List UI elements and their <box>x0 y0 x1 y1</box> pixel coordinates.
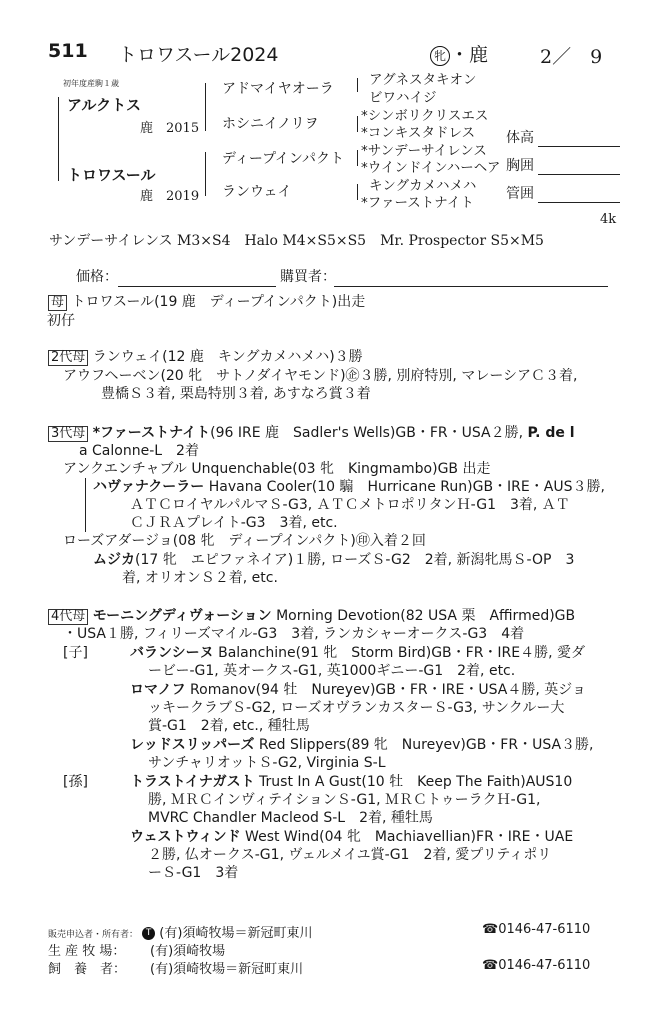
second-dam-tag: 2代母 <box>48 350 88 366</box>
grandchild-2-line-2: ２勝, 仏オークス-G1, ヴェルメイユ賞-G1 2着, 愛プリティポリ <box>148 847 552 863</box>
grandchild-tag: [孫] <box>63 774 88 790</box>
price-label: 価格： <box>76 269 118 285</box>
child-2-line-3: 賞-G1 2着, etc., 種牡馬 <box>148 718 310 734</box>
pedigree-line <box>357 150 358 166</box>
third-dam-line-4 <box>93 479 605 496</box>
fourth-dam-line-2: ・USA１勝, フィリーズマイル-G3 3着, ランカシャーオークス-G3 4着 <box>63 626 525 642</box>
code-4k: 4k <box>600 212 617 227</box>
sex-color <box>430 40 488 67</box>
dam-line-2: 初仔 <box>47 313 75 329</box>
horse-title: トロワスール2024 <box>118 44 279 66</box>
sire-name: アルクトス <box>67 96 141 114</box>
red-slippers-name: レッドスリッパーズ <box>130 737 255 753</box>
dam-text: トロワスール(19 鹿 ディープインパクト)出走 <box>71 294 366 310</box>
raiser-name: (有)須崎牧場＝新冠町東川 <box>150 962 304 977</box>
lot-number: 511 <box>48 40 88 62</box>
fourth-dam-line-1 <box>48 608 575 625</box>
grandchild-1-line-1 <box>130 774 572 791</box>
child-3-line-2: サンチャリオットＳ-G2, Virginia S-L <box>148 755 386 771</box>
inbreeding: サンデーサイレンス M3×S4 Halo M4×S5×S5 Mr. Prospector S5×M5 <box>49 233 544 249</box>
third-dam-line-9: 着, オリオンＳ２着, etc. <box>122 570 278 586</box>
ggp-8: *ファーストナイト <box>361 195 474 211</box>
pedigree-line <box>205 83 206 131</box>
ggp-7: キングカメハメハ <box>369 178 477 194</box>
buyer-field <box>334 286 608 287</box>
third-dam-line-1 <box>48 425 575 442</box>
third-dam-line-5: ＡＴＣロイヤルパルマＳ-G3, ＡＴＣメトロポリタンＨ-G1 3着, ＡＴ <box>130 497 570 513</box>
pedigree-line <box>357 184 358 200</box>
second-dam-text: ランウェイ(12 鹿 キングカメハメハ)３勝 <box>92 349 363 365</box>
dam-dam: ランウェイ <box>222 184 292 200</box>
buyer-label: 購買者： <box>280 269 336 285</box>
child-3-line-1 <box>130 737 594 754</box>
child-1-line-2: ービー-G1, 英オークス-G1, 英1000ギニー-G1 2着, etc. <box>148 663 516 679</box>
seller-row <box>48 922 312 941</box>
ggp-4: *コンキスタドレス <box>361 125 476 141</box>
sire-dam: ホシニイノリヲ <box>222 116 319 132</box>
fourth-dam-name: モーニングディヴォーション <box>92 608 272 624</box>
raiser-tel: ☎0146-47-6110 <box>482 958 591 973</box>
balanchine-text: Balanchine(91 牝 Storm Bird)GB・FR・IRE４勝, 愛ダ <box>213 645 586 661</box>
havana-cooler-name: ハヴァナクーラー <box>93 479 205 495</box>
seller-mark-icon: T <box>142 927 155 940</box>
third-dam-tag: 3代母 <box>48 426 88 442</box>
balanchine-name: バランシーヌ <box>130 645 214 661</box>
descendant-line <box>85 478 86 532</box>
seller-label: 販売申込者・所有者： <box>48 930 139 940</box>
romanov-name: ロマノフ <box>130 682 186 698</box>
third-dam-line-2: a Calonne-L 2着 <box>79 443 199 459</box>
third-dam-text: (96 IRE 鹿 Sadler's Wells)GB・FR・USA２勝, <box>210 425 528 441</box>
third-dam-name: *ファーストナイト <box>92 425 211 441</box>
breeder-label: 生 産 牧 場： <box>48 944 126 959</box>
price-field <box>118 286 276 287</box>
ggp-6: *ウインドインハーヘア <box>361 160 501 176</box>
breeder-row <box>48 940 225 959</box>
dam-sire: ディープインパクト <box>222 151 344 167</box>
dam-info: 鹿 2019 <box>140 189 200 204</box>
west-wind-text: West Wind(04 牝 Machiavellian)FR・IRE・UAE <box>240 829 574 845</box>
chest-field <box>538 174 620 175</box>
grandchild-2-line-3: ーＳ-G1 3着 <box>148 865 239 881</box>
trust-in-a-gust-name: トラストイナガスト <box>130 774 255 790</box>
ggp-1: アグネスタキオン <box>369 72 477 88</box>
height-label: 体高 <box>506 130 534 146</box>
pedigree-line <box>58 97 59 181</box>
grandchild-1-line-2: 勝, ＭＲＣインヴィテイションＳ-G1, ＭＲＣトゥーラクＨ-G1, <box>148 792 541 808</box>
havana-cooler-text: Havana Cooler(10 騸 Hurricane Run)GB・IRE・AUS３勝, <box>204 479 605 495</box>
musica-name: ムジカ <box>93 552 135 568</box>
child-2-line-2: ッキークラブＳ-G2, ローズオヴランカスターＳ-G3, サンクルー大 <box>148 700 565 716</box>
seller-name: (有)須崎牧場＝新冠町東川 <box>159 926 313 941</box>
first-crop-note: 初年度産駒１歳 <box>63 79 119 88</box>
trust-in-a-gust-text: Trust In A Gust(10 牡 Keep The Faith)AUS10 <box>254 774 573 790</box>
dam-name: トロワスール <box>67 166 156 184</box>
grandchild-1-line-3: MVRC Chandler Macleod S-L 2着, 種牡馬 <box>148 810 433 826</box>
sire-sire: アドマイヤオーラ <box>222 81 334 97</box>
dam-tag: 母 <box>48 295 67 311</box>
pedigree-line <box>205 152 206 196</box>
color-text: ・鹿 <box>450 44 489 66</box>
second-dam-line-1 <box>48 349 363 366</box>
child-2-line-1 <box>130 682 586 699</box>
fourth-dam-text: Morning Devotion(82 USA 栗 Affirmed)GB <box>271 608 576 624</box>
child-1-line-1 <box>130 645 585 662</box>
third-dam-line-6: ＣＪＲＡプレイト-G3 3着, etc. <box>130 515 338 531</box>
third-dam-line-3: アンクエンチャブル Unquenchable(03 牝 Kingmambo)GB 出走 <box>63 461 491 477</box>
ggp-3: *シンボリクリスエス <box>361 108 489 124</box>
breeder-name: (有)須崎牧場 <box>150 944 226 959</box>
ggp-2: ビワハイジ <box>369 90 437 106</box>
pedigree-line <box>357 78 358 92</box>
second-dam-line-2: アウフヘーベン(20 牝 サトノダイヤモンド)㊭３勝, 別府特別, マレーシアＣ３着, <box>63 368 578 384</box>
sex-badge: 牝 <box>430 46 450 66</box>
third-dam-race: P. de l <box>527 425 575 441</box>
seller-tel: ☎0146-47-6110 <box>482 922 591 937</box>
second-dam-line-3: 豊橋Ｓ３着, 栗島特別３着, あすなろ賞３着 <box>101 386 371 402</box>
raiser-row <box>48 958 303 977</box>
pedigree-line <box>357 116 358 132</box>
third-dam-line-7: ローズアダージョ(08 牝 ディープインパクト)㊞入着２回 <box>63 533 426 549</box>
grandchild-2-line-1 <box>130 829 573 846</box>
romanov-text: Romanov(94 牡 Nureyev)GB・FR・IRE・USA４勝, 英ジョ <box>185 682 586 698</box>
sire-info: 鹿 2015 <box>140 121 200 136</box>
cannon-field <box>538 202 620 203</box>
page-number: 2／ 9 <box>540 46 603 68</box>
dam-line-1 <box>48 294 365 311</box>
west-wind-name: ウェストウィンド <box>130 829 241 845</box>
fourth-dam-tag: 4代母 <box>48 609 88 625</box>
child-tag: [子] <box>63 645 88 661</box>
height-field <box>538 146 620 147</box>
raiser-label: 飼 養 者： <box>48 962 127 977</box>
cannon-label: 管囲 <box>506 186 534 202</box>
chest-label: 胸囲 <box>506 158 534 174</box>
musica-text: (17 牝 エピファネイア)１勝, ローズＳ-G2 2着, 新潟牝馬Ｓ-OP 3 <box>135 552 575 568</box>
red-slippers-text: Red Slippers(89 牝 Nureyev)GB・FR・USA３勝, <box>254 737 594 753</box>
ggp-5: *サンデーサイレンス <box>361 143 487 159</box>
third-dam-line-8 <box>93 552 574 569</box>
